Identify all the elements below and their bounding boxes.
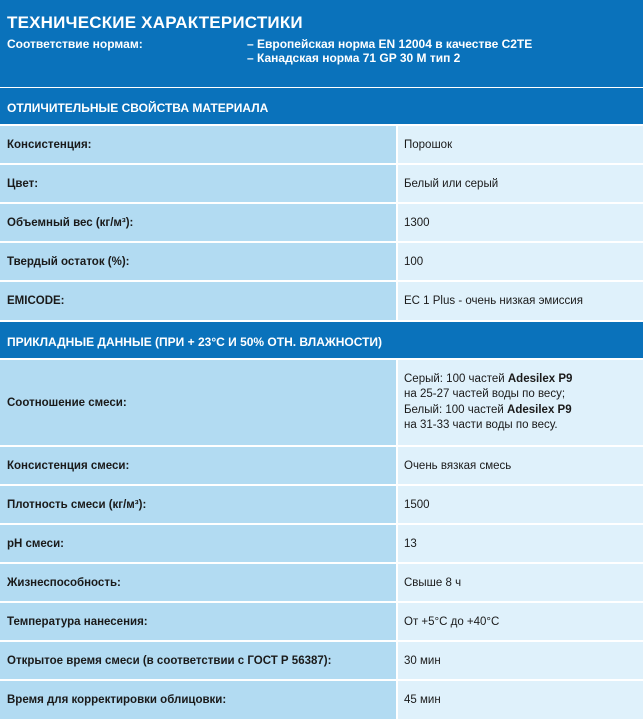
row-value: Очень вязкая смесь (404, 459, 512, 472)
row-label: Соотношение смеси: (7, 396, 127, 409)
header-band (0, 0, 643, 87)
row-label: Консистенция смеси: (7, 459, 130, 472)
table-row (0, 126, 643, 163)
row-label: pH смеси: (7, 537, 64, 550)
norms-list (247, 37, 532, 65)
table-row (0, 486, 643, 523)
section-title: ПРИКЛАДНЫЕ ДАННЫЕ (ПРИ + 23°С И 50% ОТН. ВЛАЖНОСТИ) (7, 335, 383, 349)
row-value: Свыше 8 ч (404, 576, 462, 589)
row-value: Белый или серый (404, 177, 499, 190)
product-name: Adesilex P9 (507, 403, 572, 416)
table-row (0, 447, 643, 484)
row-value: 1300 (404, 216, 430, 229)
section-title: ОТЛИЧИТЕЛЬНЫЕ СВОЙСТВА МАТЕРИАЛА (7, 101, 269, 115)
row-value: 30 мин (404, 654, 441, 667)
row-label: Консистенция: (7, 138, 92, 151)
page-title: ТЕХНИЧЕСКИЕ ХАРАКТЕРИСТИКИ (7, 13, 303, 32)
table-row (0, 642, 643, 679)
table-row (0, 681, 643, 719)
row-label: Жизнеспособность: (7, 576, 121, 589)
norm-item: – Канадская норма 71 GP 30 M тип 2 (247, 51, 461, 65)
row-value: 100 (404, 255, 424, 268)
row-value: EC 1 Plus - очень низкая эмиссия (404, 295, 583, 307)
row-value: 45 мин (404, 694, 441, 706)
section-header-material (0, 88, 643, 124)
row-value: От +5°С до +40°С (404, 615, 500, 628)
table-row (0, 603, 643, 640)
row-label: Цвет: (7, 177, 39, 190)
row-value: 13 (404, 537, 417, 550)
section-header-application (0, 322, 643, 358)
row-label: EMICODE: (7, 295, 65, 307)
table-row (0, 165, 643, 202)
table-row (0, 564, 643, 601)
table-row (0, 360, 643, 445)
row-label: Плотность смеси (кг/м³): (7, 498, 147, 511)
row-value: 1500 (404, 498, 430, 511)
norms-label: Соответствие нормам: (7, 37, 143, 51)
row-label: Время для корректировки облицовки: (7, 694, 227, 706)
table-row (0, 204, 643, 241)
row-label: Объемный вес (кг/м³): (7, 216, 134, 229)
mix-ratio-value: Серый: 100 частей Adesilex P9 на 25-27 частей воды по весу; Белый: 100 частей Adesilex P9 на 31-33 части воды по весу. (404, 372, 573, 431)
row-label: Открытое время смеси (в соответствии с ГОСТ Р 56387): (7, 654, 332, 667)
row-label: Твердый остаток (%): (7, 255, 130, 268)
table-row (0, 243, 643, 280)
table-row (0, 525, 643, 562)
product-name: Adesilex P9 (507, 372, 573, 385)
norm-item: – Европейская норма EN 12004 в качестве C2TE (247, 37, 533, 51)
row-value: Порошок (404, 138, 453, 151)
row-label: Температура нанесения: (7, 615, 148, 628)
table-row (0, 282, 643, 320)
